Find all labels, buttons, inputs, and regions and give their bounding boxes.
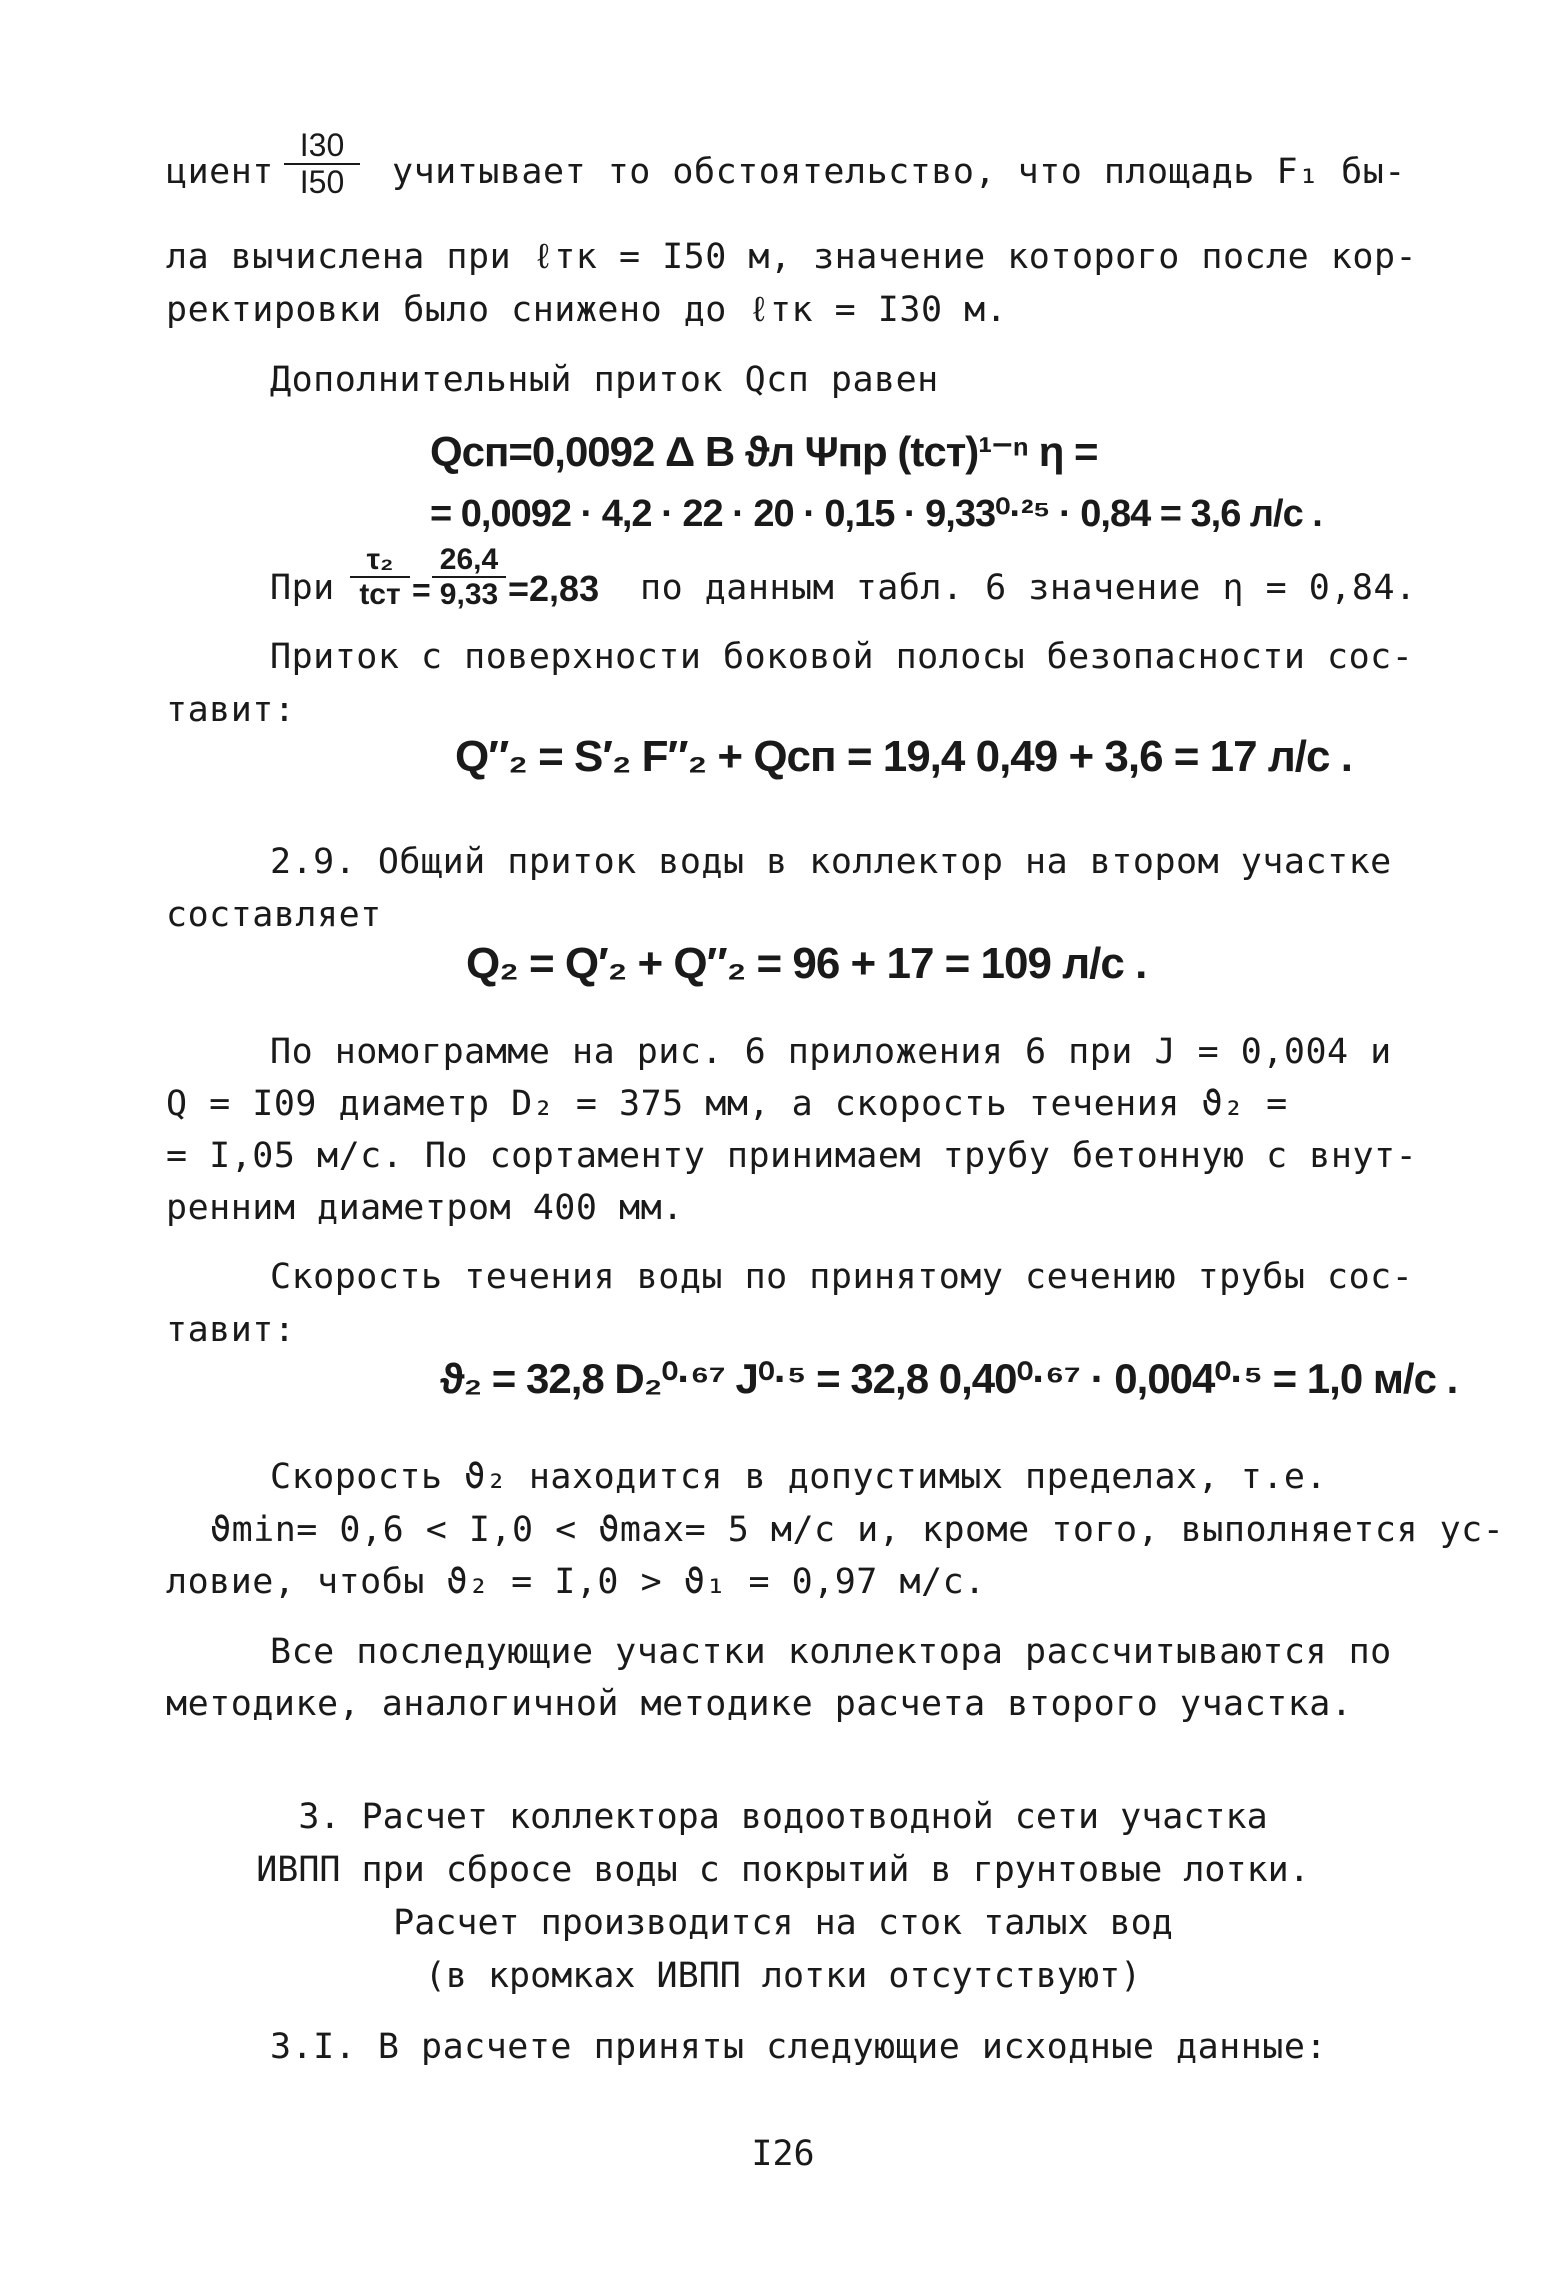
section-3-heading-line4: (в кромках ИВПП лотки отсутствуют) (424, 1956, 1142, 1996)
document-page: циент $\frac{I30}{I50}$ учитывает то обстоятельство, что площадь F₁ бы- ла вычислена при ℓтк = I50 м, значение которого после кор- ректировки было снижено до ℓтк = I30 м. Дополнительный приток Qсп равен Qсп=0,0092 Δ B ϑл Ψпр (tст)¹⁻ⁿ η = = 0,0092 · 4,2 · 22 · 20 · 0,15 · 9,33⁰·²⁵ · 0,84 = 3,6 л/с . При τ₂ tст = $\frac{26,4}{9,33}$ =2,83 по данным табл. 6 значение η = 0,84. Приток с поверхности боковой полосы безопасности сос- тавит: Q″₂ = S′₂ F″₂ + Qсп = 19,4 0,49 + 3,6 = 17 л/с . 2.9. Общий приток воды в коллектор на втором участке составляет Q₂ = Q′₂ + Q″₂ = 96 + 17 = 109 л/с . По номограмме на рис. 6 приложения 6 при J = 0,004 и Q = I09 диаметр D₂ = 375 мм, а скорость течения ϑ₂ = = I,05 м/с. По сортаменту принимаем трубу бетонную с внут- ренним диаметром 400 мм. Скорость течения воды по принятому сечению трубы сос- тавит: ϑ₂ = 32,8 D₂⁰·⁶⁷ J⁰·⁵ = 32,8 0,40⁰·⁶⁷ · 0,004⁰·⁵ = 1,0 м/с . Скорость ϑ₂ находится в допустимых пределах, т.е. ϑmin= 0,6 < I,0 < ϑmax= 5 м/с и, кроме того, выполняется ус- ловие, чтобы ϑ₂ = I,0 > ϑ₁ = 0,97 м/с. Все последующие участки коллектора рассчитываются по методике, аналогичной методике расчета второго участка. 3. Расчет коллектора водоотводной сети участка ИВПП при сбросе воды с покрытий в грунтовые лотки. Расчет производится на сток талых вод (в кромках ИВПП лотки отсутствуют) 3.I. В расчете приняты следующие исходные данные: I26 (0, 0, 1566, 2277)
text-line: по данным табл. 6 значение η = 0,84. (640, 568, 1417, 608)
formula-q2-total: Q₂ = Q′₂ + Q″₂ = 96 + 17 = 109 л/с . (466, 939, 1147, 988)
text-line: По номограмме на рис. 6 приложения 6 при J = 0,004 и (270, 1032, 1392, 1072)
section-3-heading-line1: 3. Расчет коллектора водоотводной сети участка (298, 1797, 1268, 1837)
text-line: = I,05 м/с. По сортаменту принимаем трубу бетонную с внут- (166, 1136, 1418, 1176)
text-line: ловие, чтобы ϑ₂ = I,0 > ϑ₁ = 0,97 м/с. (166, 1562, 986, 1602)
text-line: Дополнительный приток Qсп равен (270, 360, 939, 400)
section-2-9: 2.9. Общий приток воды в коллектор на втором участке (270, 842, 1392, 882)
fraction-denominator: I50 (299, 164, 345, 201)
formula-qsp-calc: = 0,0092 · 4,2 · 22 · 20 · 0,15 · 9,33⁰·²⁵ · 0,84 = 3,6 л/с . (430, 493, 1322, 535)
section-3-heading-line2: ИВПП при сбросе воды с покрытий в грунтовые лотки. (256, 1850, 1310, 1890)
fraction-tau-t (350, 543, 410, 611)
fraction-result: =2,83 (508, 568, 600, 609)
page-number: I26 (751, 2134, 815, 2174)
fraction-numerator: τ₂ (350, 543, 410, 578)
text-line: тавит: (166, 1310, 296, 1350)
fraction-26-4-9-33 (432, 543, 506, 611)
text-line: тавит: (166, 690, 296, 730)
formula-qsp: Qсп=0,0092 Δ B ϑл Ψпр (tст)¹⁻ⁿ η = (430, 428, 1098, 475)
text-line: составляет (166, 895, 382, 935)
formula-q2-side: Q″₂ = S′₂ F″₂ + Qсп = 19,4 0,49 + 3,6 = 17 л/с . (455, 732, 1352, 781)
text-line: Q = I09 диаметр D₂ = 375 мм, а скорость течения ϑ₂ = (166, 1084, 1288, 1124)
text-line: ренним диаметром 400 мм. (166, 1188, 684, 1228)
text-line: методике, аналогичной методике расчета второго участка. (166, 1684, 1353, 1724)
text-line: Скорость течения воды по принятому сечению трубы сос- (270, 1257, 1414, 1297)
fraction-130-150 (284, 128, 360, 200)
formula-velocity: ϑ₂ = 32,8 D₂⁰·⁶⁷ J⁰·⁵ = 32,8 0,40⁰·⁶⁷ · 0,004⁰·⁵ = 1,0 м/с . (440, 1355, 1458, 1402)
text-line: При (270, 568, 335, 608)
fraction-numerator: 26,4 (432, 543, 506, 578)
text-line: ректировки было снижено до ℓтк = I30 м. (166, 290, 1008, 330)
text-line: учитывает то обстоятельство, что площадь F₁ бы- (392, 152, 1406, 192)
fraction-denominator: tст (359, 578, 401, 611)
fraction-numerator: I30 (284, 128, 360, 165)
text-line: Приток с поверхности боковой полосы безопасности сос- (270, 637, 1414, 677)
section-3-1: 3.I. В расчете приняты следующие исходные данные: (270, 2027, 1328, 2067)
text-line: Все последующие участки коллектора рассчитываются по (270, 1632, 1392, 1672)
text-line: циент (166, 152, 274, 192)
text-line: Скорость ϑ₂ находится в допустимых пределах, т.е. (270, 1457, 1328, 1497)
section-3-heading-line3: Расчет производится на сток талых вод (393, 1903, 1173, 1943)
text-line: ϑmin= 0,6 < I,0 < ϑmax= 5 м/с и, кроме того, выполняется ус- (210, 1510, 1505, 1550)
text-line: ла вычислена при ℓтк = I50 м, значение которого после кор- (166, 237, 1418, 277)
fraction-denominator: 9,33 (439, 578, 499, 611)
